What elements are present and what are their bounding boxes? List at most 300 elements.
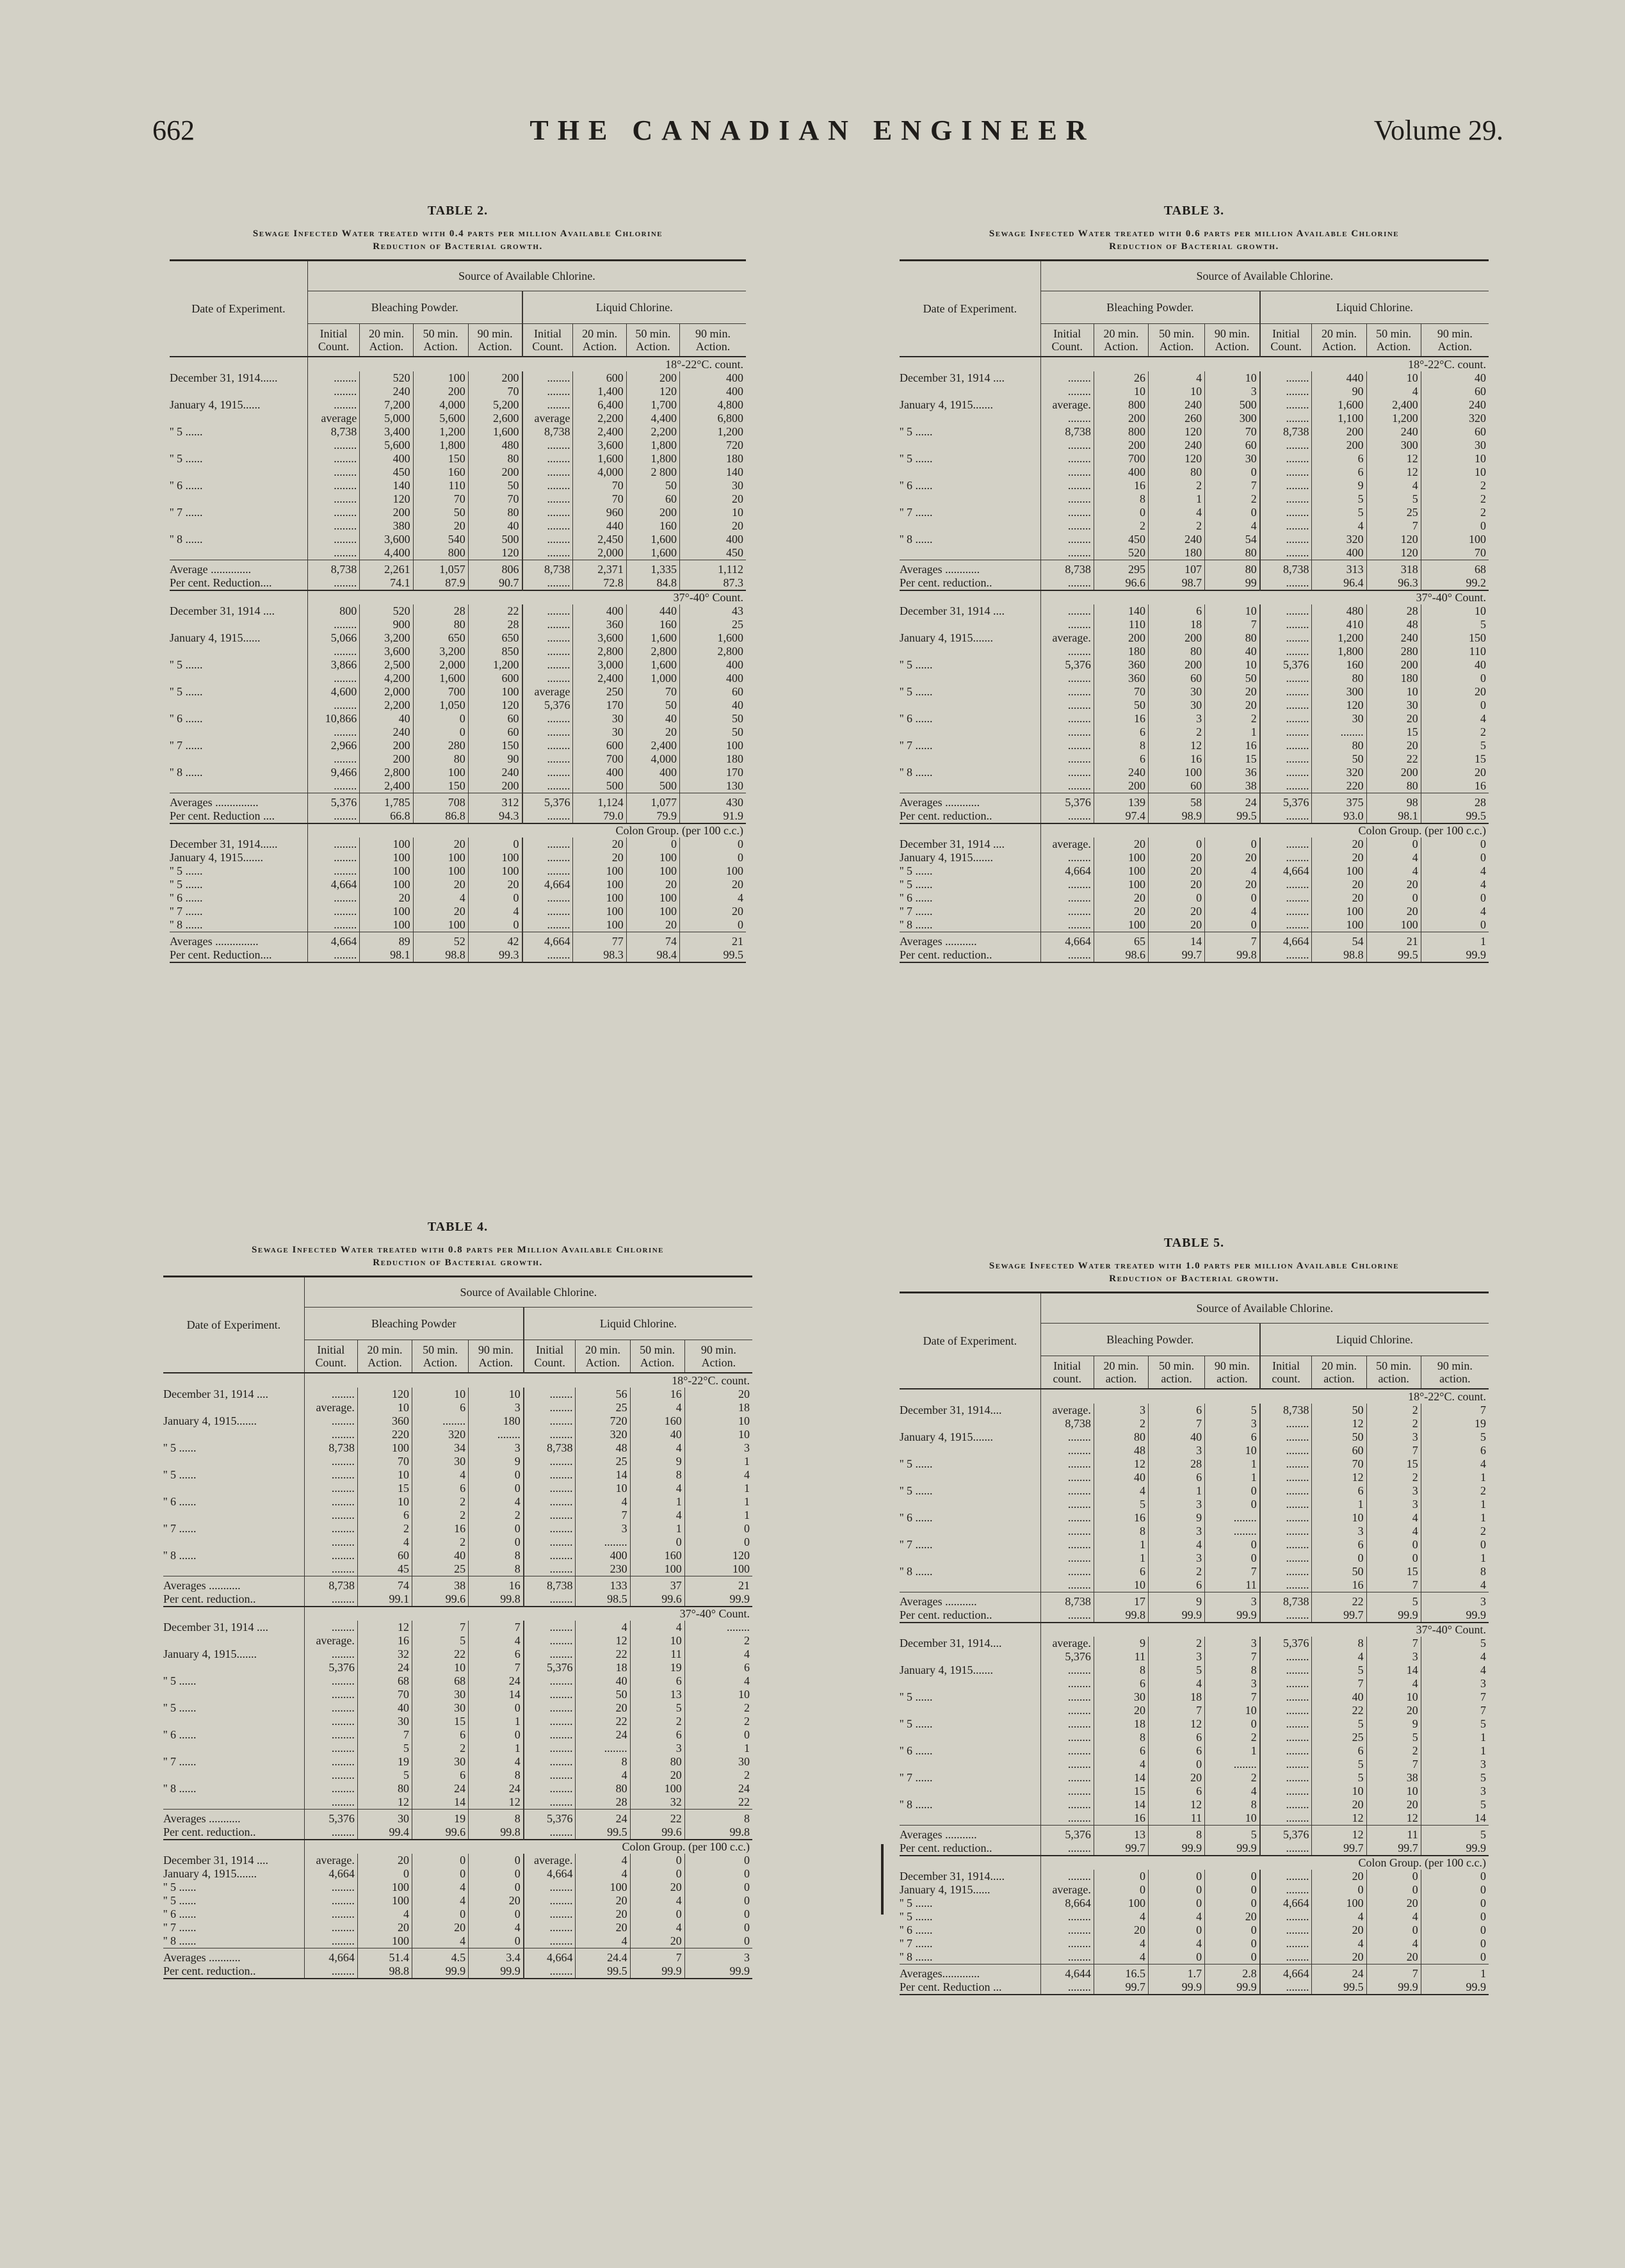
date-cell — [170, 725, 307, 739]
value-cell: 24 — [1205, 793, 1260, 810]
section-label-row — [900, 823, 1489, 838]
value-cell: 0 — [1366, 838, 1421, 851]
value-cell: ........ — [1040, 1798, 1094, 1811]
value-cell: 10 — [1366, 1785, 1421, 1798]
value-cell: 2,400 — [573, 425, 626, 439]
value-cell: 4 — [469, 1755, 524, 1769]
value-cell: 40 — [1149, 1430, 1205, 1444]
value-cell: 48 — [576, 1441, 630, 1455]
value-cell: 20 — [1366, 878, 1421, 891]
value-cell: ........ — [304, 1881, 357, 1894]
table-row — [900, 1417, 1489, 1430]
value-cell: 960 — [573, 506, 626, 519]
table-row — [163, 1441, 752, 1455]
value-cell: 100 — [1421, 533, 1489, 546]
table-row — [900, 1677, 1489, 1690]
date-cell — [900, 1731, 1040, 1744]
value-cell: 16 — [469, 1576, 524, 1593]
value-cell: 1,112 — [680, 560, 746, 577]
value-cell: 0 — [684, 1522, 752, 1535]
value-cell: ........ — [1040, 1980, 1094, 1995]
value-cell: 2 — [1366, 1744, 1421, 1758]
value-cell: 480 — [468, 439, 522, 452]
value-cell: 0 — [1312, 1883, 1366, 1897]
value-cell: 3,866 — [307, 658, 359, 672]
value-cell: 2 — [684, 1634, 752, 1648]
value-cell: 20 — [1312, 851, 1366, 864]
value-cell: ........ — [1040, 1731, 1094, 1744]
value-cell: 10 — [680, 506, 746, 519]
section-label: 18°-22°C. count. — [304, 1373, 752, 1388]
value-cell: ........ — [1260, 1417, 1312, 1430]
date-cell — [900, 1811, 1040, 1826]
value-cell: ........ — [1040, 1664, 1094, 1677]
value-cell: ........ — [304, 1921, 357, 1934]
value-cell: 10 — [1094, 1578, 1148, 1592]
value-cell: ........ — [1260, 1471, 1312, 1484]
value-cell: 30 — [412, 1688, 469, 1701]
value-cell: 5 — [1094, 1498, 1148, 1511]
date-cell: '' 8 ...... — [900, 766, 933, 779]
value-cell: 50 — [1205, 672, 1260, 685]
value-cell: average. — [1040, 1404, 1094, 1417]
value-cell: 16 — [1094, 712, 1148, 725]
value-cell: 2,800 — [573, 645, 626, 658]
value-cell: 1 — [1094, 1551, 1148, 1565]
date-cell: December 31, 1914...... — [170, 371, 278, 384]
value-cell: 520 — [360, 604, 413, 618]
value-cell: 8,738 — [307, 560, 359, 577]
value-cell: 2,600 — [468, 412, 522, 425]
value-cell: 2 — [684, 1701, 752, 1715]
value-cell: 4 — [412, 1881, 469, 1894]
date-cell: '' 7 ...... — [900, 739, 933, 752]
value-cell: ........ — [304, 1621, 357, 1634]
table-row — [170, 658, 746, 672]
value-cell: 4 — [1094, 1950, 1148, 1964]
value-cell: 10 — [357, 1401, 412, 1414]
data-table — [900, 1292, 1489, 1995]
value-cell: ........ — [522, 371, 573, 385]
value-cell: ........ — [1040, 439, 1094, 452]
value-cell: ........ — [1040, 519, 1094, 533]
value-cell: ........ — [1260, 1798, 1312, 1811]
date-cell — [163, 1715, 304, 1728]
table-row — [900, 1785, 1489, 1798]
value-cell: 6 — [1149, 1731, 1205, 1744]
value-cell: 22 — [1366, 752, 1421, 766]
table-row — [900, 1950, 1489, 1964]
value-cell: 150 — [413, 779, 468, 793]
value-cell: 10 — [1149, 385, 1205, 398]
table-row — [900, 1798, 1489, 1811]
value-cell: 80 — [1205, 546, 1260, 560]
value-cell: 18 — [1149, 1690, 1205, 1704]
value-cell: 8 — [1094, 492, 1148, 506]
date-cell: '' 8 ...... — [900, 1950, 933, 1963]
value-cell: 0 — [413, 725, 468, 739]
date-cell: '' 6 ...... — [170, 479, 203, 492]
value-cell: 7 — [1366, 1444, 1421, 1457]
value-cell: 14 — [1149, 932, 1205, 949]
table-row — [900, 479, 1489, 492]
value-cell: 170 — [573, 699, 626, 712]
value-cell: 0 — [1421, 1897, 1489, 1910]
source-header: Source of Available Chlorine. — [1040, 1293, 1489, 1324]
table-row — [163, 1634, 752, 1648]
table-row — [163, 1769, 752, 1782]
date-cell: '' 5 ...... — [900, 425, 933, 438]
value-cell: average. — [304, 1854, 357, 1867]
date-cell: '' 5 ...... — [163, 1881, 197, 1893]
row-label: Averages ............ — [900, 793, 1040, 810]
value-cell: ........ — [1260, 398, 1312, 412]
date-cell — [163, 1688, 304, 1701]
value-cell: ........ — [1260, 631, 1312, 645]
value-cell: ........ — [1260, 1744, 1312, 1758]
value-cell: 98.9 — [1149, 809, 1205, 823]
value-cell: 0 — [684, 1894, 752, 1908]
bleaching-powder-header: Bleaching Powder. — [1040, 291, 1260, 324]
value-cell: 0 — [630, 1867, 684, 1881]
value-cell: average. — [1040, 1637, 1094, 1650]
row-label: Per cent. reduction.. — [163, 1592, 256, 1605]
date-cell: January 4, 1915....... — [163, 1414, 257, 1427]
value-cell: 7 — [1366, 1964, 1421, 1981]
value-cell: ........ — [1312, 725, 1366, 739]
value-cell: 5 — [1205, 1404, 1260, 1417]
value-cell: 8 — [469, 1769, 524, 1782]
value-cell: ........ — [522, 838, 573, 851]
value-cell: 8,738 — [522, 560, 573, 577]
value-cell: 440 — [1312, 371, 1366, 385]
value-cell: 80 — [413, 618, 468, 631]
date-cell — [170, 645, 307, 658]
value-cell: 20 — [413, 878, 468, 891]
value-cell: ........ — [1040, 1870, 1094, 1883]
date-cell: '' 5 ...... — [900, 685, 933, 698]
value-cell: 38 — [1205, 779, 1260, 793]
value-cell: 70 — [357, 1455, 412, 1468]
value-cell: 5,376 — [1260, 1637, 1312, 1650]
table-row — [163, 1522, 752, 1535]
row-label: Averages ........... — [900, 932, 1040, 949]
value-cell: ........ — [522, 533, 573, 546]
value-cell: ........ — [1260, 1511, 1312, 1525]
row-label: Per cent. reduction.. — [900, 576, 992, 589]
value-cell: 160 — [413, 466, 468, 479]
date-cell: '' 5 ...... — [900, 878, 933, 891]
value-cell: 20 — [1205, 699, 1260, 712]
value-cell: 30 — [1094, 1690, 1148, 1704]
value-cell: 22 — [1312, 1592, 1366, 1609]
value-cell: 220 — [357, 1428, 412, 1441]
value-cell: 10 — [1205, 658, 1260, 672]
value-cell: 6 — [684, 1661, 752, 1674]
value-cell: 4,200 — [360, 672, 413, 685]
value-cell: 500 — [626, 779, 679, 793]
value-cell: 4 — [1366, 385, 1421, 398]
table-row — [163, 1648, 752, 1661]
value-cell: 180 — [680, 752, 746, 766]
value-cell: ........ — [1040, 752, 1094, 766]
value-cell: 99.8 — [1205, 948, 1260, 962]
value-cell: 0 — [684, 1921, 752, 1934]
value-cell: ........ — [1260, 809, 1312, 823]
value-cell: 99.5 — [576, 1964, 630, 1979]
table-row — [170, 412, 746, 425]
value-cell: 8 — [1149, 1826, 1205, 1842]
value-cell: 7 — [1205, 1690, 1260, 1704]
averages-row — [900, 1592, 1489, 1609]
value-cell: 15 — [1421, 752, 1489, 766]
value-cell: 0 — [469, 1701, 524, 1715]
value-cell: 20 — [1094, 1924, 1148, 1937]
value-cell: ........ — [1040, 1565, 1094, 1578]
value-cell: 100 — [1094, 851, 1148, 864]
value-cell: 0 — [630, 1908, 684, 1921]
value-cell: 20 — [680, 878, 746, 891]
table-4 — [163, 1220, 752, 1979]
date-cell: '' 5 ...... — [900, 1717, 933, 1730]
value-cell: 1 — [1094, 1538, 1148, 1551]
value-cell: 48 — [1094, 1444, 1148, 1457]
value-cell: ........ — [304, 1455, 357, 1468]
value-cell: ........ — [1260, 699, 1312, 712]
value-cell: ........ — [307, 948, 359, 962]
value-cell: 0 — [469, 1934, 524, 1948]
date-cell — [163, 1661, 304, 1674]
date-cell — [163, 1482, 304, 1495]
date-cell: '' 5 ...... — [170, 878, 203, 891]
table-row — [170, 838, 746, 851]
value-cell: 50 — [626, 479, 679, 492]
table-row — [900, 1910, 1489, 1924]
value-cell: 2 — [684, 1715, 752, 1728]
section-label: 37°-40° Count. — [1040, 1623, 1489, 1637]
value-cell: 30 — [1205, 452, 1260, 466]
section-label-row — [163, 1607, 752, 1621]
value-cell: 0 — [357, 1867, 412, 1881]
column-header: 20 min. action. — [1312, 1356, 1366, 1389]
value-cell: ........ — [1260, 1498, 1312, 1511]
table-row — [900, 699, 1489, 712]
value-cell: 1,800 — [413, 439, 468, 452]
value-cell: 4 — [357, 1535, 412, 1549]
value-cell: 3 — [1149, 712, 1205, 725]
date-cell: '' 7 ...... — [170, 739, 203, 752]
value-cell: 1 — [1421, 932, 1489, 949]
value-cell: 6 — [1094, 1565, 1148, 1578]
value-cell: ........ — [307, 864, 359, 878]
value-cell: ........ — [1260, 779, 1312, 793]
value-cell: 4 — [1094, 1758, 1148, 1771]
value-cell: 99.5 — [576, 1826, 630, 1840]
value-cell: 56 — [576, 1388, 630, 1401]
value-cell: 4 — [684, 1468, 752, 1482]
value-cell: ........ — [524, 1414, 576, 1428]
value-cell: 4 — [1366, 479, 1421, 492]
value-cell: 20 — [1149, 918, 1205, 932]
value-cell: 99.9 — [1421, 1980, 1489, 1995]
value-cell: 120 — [1312, 699, 1366, 712]
value-cell: 80 — [1205, 631, 1260, 645]
date-cell: '' 6 ...... — [900, 1744, 933, 1757]
value-cell: ........ — [307, 398, 359, 412]
table-row — [170, 452, 746, 466]
date-cell: December 31, 1914 .... — [170, 604, 275, 617]
value-cell: 16.5 — [1094, 1964, 1148, 1981]
value-cell: 100 — [1094, 864, 1148, 878]
value-cell: 20 — [1366, 1897, 1421, 1910]
value-cell: 400 — [680, 533, 746, 546]
value-cell: 400 — [1094, 466, 1148, 479]
column-header: 50 min. Action. — [412, 1340, 469, 1373]
date-cell: '' 5 ...... — [163, 1674, 197, 1687]
value-cell: ........ — [522, 766, 573, 779]
date-cell: '' 6 ...... — [900, 479, 933, 492]
value-cell: 480 — [1312, 604, 1366, 618]
value-cell: 10,866 — [307, 712, 359, 725]
value-cell: ........ — [1260, 604, 1312, 618]
value-cell: ........ — [1040, 905, 1094, 918]
value-cell: 99.5 — [1421, 809, 1489, 823]
value-cell: 40 — [1421, 371, 1489, 385]
value-cell: ........ — [307, 618, 359, 631]
value-cell: 12 — [1312, 1811, 1366, 1826]
section-label-row — [900, 1856, 1489, 1870]
section-label: Colon Group. (per 100 c.c.) — [307, 823, 746, 838]
value-cell: 34 — [412, 1441, 469, 1455]
value-cell: 20 — [1366, 1704, 1421, 1717]
percent-reduction-row — [163, 1592, 752, 1607]
date-cell: '' 7 ...... — [163, 1755, 197, 1768]
value-cell: 99.9 — [1149, 1842, 1205, 1856]
value-cell: 40 — [468, 519, 522, 533]
value-cell: 10 — [630, 1634, 684, 1648]
value-cell: 100 — [680, 739, 746, 752]
value-cell: 150 — [468, 739, 522, 752]
value-cell: 20 — [413, 838, 468, 851]
value-cell: 0 — [1366, 1551, 1421, 1565]
column-header: Initial Count. — [304, 1340, 357, 1373]
table-row — [170, 918, 746, 932]
value-cell: 4 — [413, 891, 468, 905]
value-cell: 1,800 — [1312, 645, 1366, 658]
value-cell: 16 — [630, 1388, 684, 1401]
value-cell: 5 — [1205, 1826, 1260, 1842]
value-cell: ........ — [1040, 779, 1094, 793]
value-cell: 2 — [1205, 1731, 1260, 1744]
table-row — [900, 1758, 1489, 1771]
value-cell: 3 — [1149, 1498, 1205, 1511]
value-cell: 90 — [468, 752, 522, 766]
value-cell: ........ — [304, 1934, 357, 1948]
value-cell: ........ — [1040, 1471, 1094, 1484]
date-cell: '' 7 ...... — [900, 506, 933, 519]
value-cell: 14 — [469, 1688, 524, 1701]
value-cell: 14 — [1094, 1798, 1148, 1811]
date-cell: December 31, 1914 .... — [163, 1621, 268, 1633]
value-cell: 20 — [576, 1894, 630, 1908]
value-cell: average. — [304, 1401, 357, 1414]
value-cell: 79.0 — [573, 809, 626, 823]
value-cell: ........ — [522, 466, 573, 479]
section-label-row — [900, 590, 1489, 604]
value-cell: ........ — [524, 1795, 576, 1810]
value-cell: 0 — [412, 1867, 469, 1881]
value-cell: 440 — [626, 604, 679, 618]
page-number: 662 — [152, 115, 195, 146]
value-cell: 240 — [1421, 398, 1489, 412]
value-cell: 100 — [468, 864, 522, 878]
value-cell: ........ — [304, 1782, 357, 1795]
value-cell: 4 — [680, 891, 746, 905]
value-cell: 99.9 — [1421, 1608, 1489, 1623]
liquid-chlorine-header: Liquid Chlorine. — [522, 291, 747, 324]
value-cell: 0 — [1205, 1498, 1260, 1511]
value-cell: 1 — [1421, 1498, 1489, 1511]
value-cell: 42 — [468, 932, 522, 949]
value-cell: 320 — [1312, 766, 1366, 779]
data-table — [170, 259, 746, 963]
value-cell: 0 — [1094, 1870, 1148, 1883]
value-cell: ........ — [1260, 1870, 1312, 1883]
value-cell: 400 — [680, 658, 746, 672]
table-row — [170, 479, 746, 492]
value-cell: ........ — [1040, 1924, 1094, 1937]
value-cell: ........ — [307, 725, 359, 739]
value-cell: 380 — [360, 519, 413, 533]
value-cell: 1,600 — [626, 631, 679, 645]
value-cell: 28 — [1366, 604, 1421, 618]
value-cell: 11 — [1094, 1650, 1148, 1664]
date-cell: '' 5 ...... — [900, 1690, 933, 1703]
averages-row — [170, 793, 746, 810]
value-cell: 99.8 — [684, 1826, 752, 1840]
value-cell: 5 — [1366, 1731, 1421, 1744]
value-cell: 99.9 — [469, 1964, 524, 1979]
value-cell: 4 — [469, 1634, 524, 1648]
value-cell: 3 — [1094, 1404, 1148, 1417]
date-cell — [900, 1417, 1040, 1430]
column-header: 20 min. action. — [1094, 1356, 1148, 1389]
table-row — [163, 1509, 752, 1522]
value-cell: ........ — [524, 1562, 576, 1576]
value-cell: 24.4 — [576, 1948, 630, 1965]
value-cell: 2 — [1366, 1471, 1421, 1484]
value-cell: 450 — [1094, 533, 1148, 546]
date-cell — [163, 1795, 304, 1810]
value-cell: ........ — [1260, 1980, 1312, 1995]
column-header: 20 min. Action. — [576, 1340, 630, 1373]
value-cell: 20 — [1312, 1924, 1366, 1937]
value-cell: 1 — [469, 1742, 524, 1755]
date-cell — [900, 1677, 1040, 1690]
value-cell: 500 — [573, 779, 626, 793]
value-cell: 5 — [1421, 1717, 1489, 1731]
value-cell: ........ — [1040, 604, 1094, 618]
value-cell: 91.9 — [680, 809, 746, 823]
value-cell: 3,200 — [360, 631, 413, 645]
table-row — [900, 1664, 1489, 1677]
value-cell: 100 — [573, 905, 626, 918]
date-cell: December 31, 1914.... — [900, 1404, 1002, 1416]
value-cell: 87.9 — [413, 576, 468, 590]
table-row — [900, 1444, 1489, 1457]
value-cell: 30 — [412, 1701, 469, 1715]
value-cell: 28 — [576, 1795, 630, 1810]
